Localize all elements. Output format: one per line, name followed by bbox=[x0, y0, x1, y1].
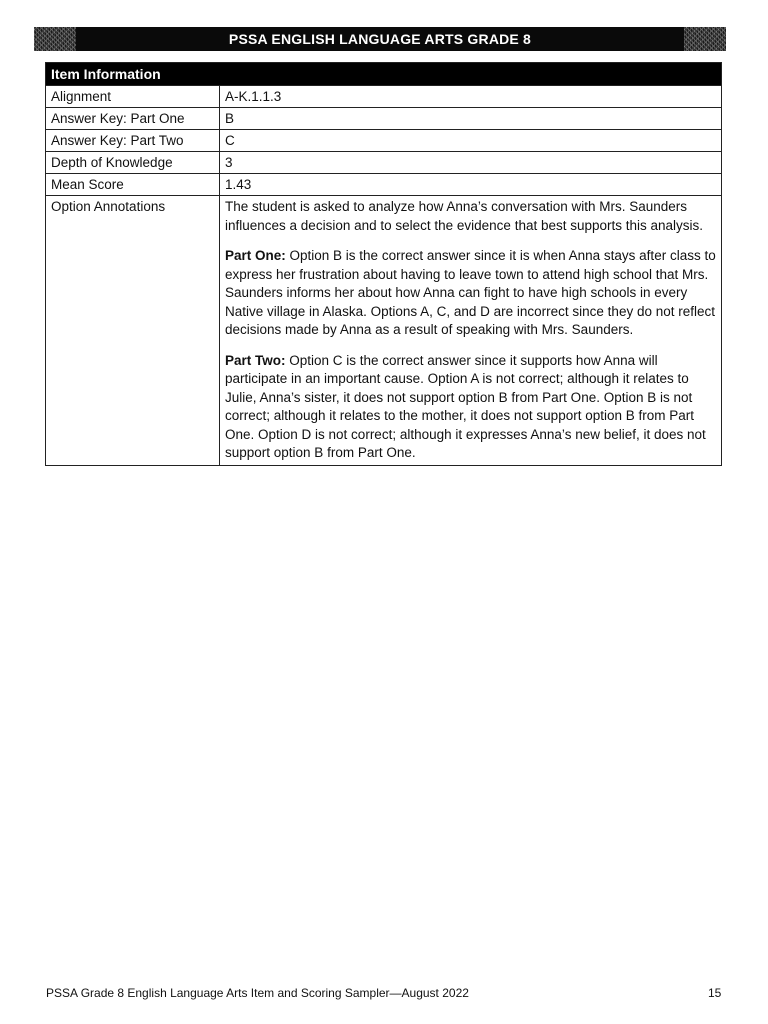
row-value-answer-key-part-two: C bbox=[220, 130, 722, 152]
annotations-intro: The student is asked to analyze how Anna’s conversation with Mrs. Saunders influences a decision and to select the evidence that best supports this analysis. bbox=[225, 199, 704, 233]
part-two-text: Option C is the correct answer since it supports how Anna will participate in an important cause. Option A is not correct; although it relates to Julie, Anna’s sister, it does not support option B from Part One. Option B is not correct; although it relates to the mother, it does not support option B from Part One. Option D is not correct; although it expresses Anna’s new belief, it does not support option B from Part One. bbox=[225, 352, 706, 460]
option-annotations-cell bbox=[220, 196, 722, 466]
annotations-part-two bbox=[225, 352, 716, 463]
part-one-text: Option B is the correct answer since it is when Anna stays after class to express her frustration about having to leave town to attend high school that Mrs. Saunders informs her about how Anna can fight to have high schools in every Native village in Alaska. Options A, C, and D are incorrect since they do not reflect decisions made by Anna as a result of speaking with Mrs. Saunders. bbox=[225, 248, 716, 337]
row-label-answer-key-part-one: Answer Key: Part One bbox=[46, 108, 220, 130]
table-row bbox=[46, 174, 722, 196]
row-label-answer-key-part-two: Answer Key: Part Two bbox=[46, 130, 220, 152]
table-row bbox=[46, 130, 722, 152]
footer-document-title: PSSA Grade 8 English Language Arts Item and Scoring Sampler—August 2022 bbox=[46, 986, 469, 1000]
page-header-title: PSSA ENGLISH LANGUAGE ARTS GRADE 8 bbox=[228, 31, 532, 47]
row-value-answer-key-part-one: B bbox=[220, 108, 722, 130]
row-label-depth-of-knowledge: Depth of Knowledge bbox=[46, 152, 220, 174]
page-header-bar bbox=[34, 27, 726, 51]
part-one-label: Part One: bbox=[225, 248, 286, 263]
header-right-texture bbox=[684, 27, 726, 51]
row-label-option-annotations: Option Annotations bbox=[46, 196, 220, 466]
table-row bbox=[46, 108, 722, 130]
row-label-alignment: Alignment bbox=[46, 86, 220, 108]
row-label-mean-score: Mean Score bbox=[46, 174, 220, 196]
table-section-title: Item Information bbox=[46, 63, 722, 86]
item-information-table bbox=[45, 62, 722, 466]
row-value-alignment: A-K.1.1.3 bbox=[220, 86, 722, 108]
row-value-depth-of-knowledge: 3 bbox=[220, 152, 722, 174]
annotations-part-one bbox=[225, 247, 716, 340]
table-row bbox=[46, 152, 722, 174]
table-header-row bbox=[46, 63, 722, 86]
table-row bbox=[46, 196, 722, 466]
table-row bbox=[46, 86, 722, 108]
row-value-mean-score: 1.43 bbox=[220, 174, 722, 196]
part-two-label: Part Two: bbox=[225, 352, 286, 368]
footer-page-number: 15 bbox=[708, 986, 722, 1000]
